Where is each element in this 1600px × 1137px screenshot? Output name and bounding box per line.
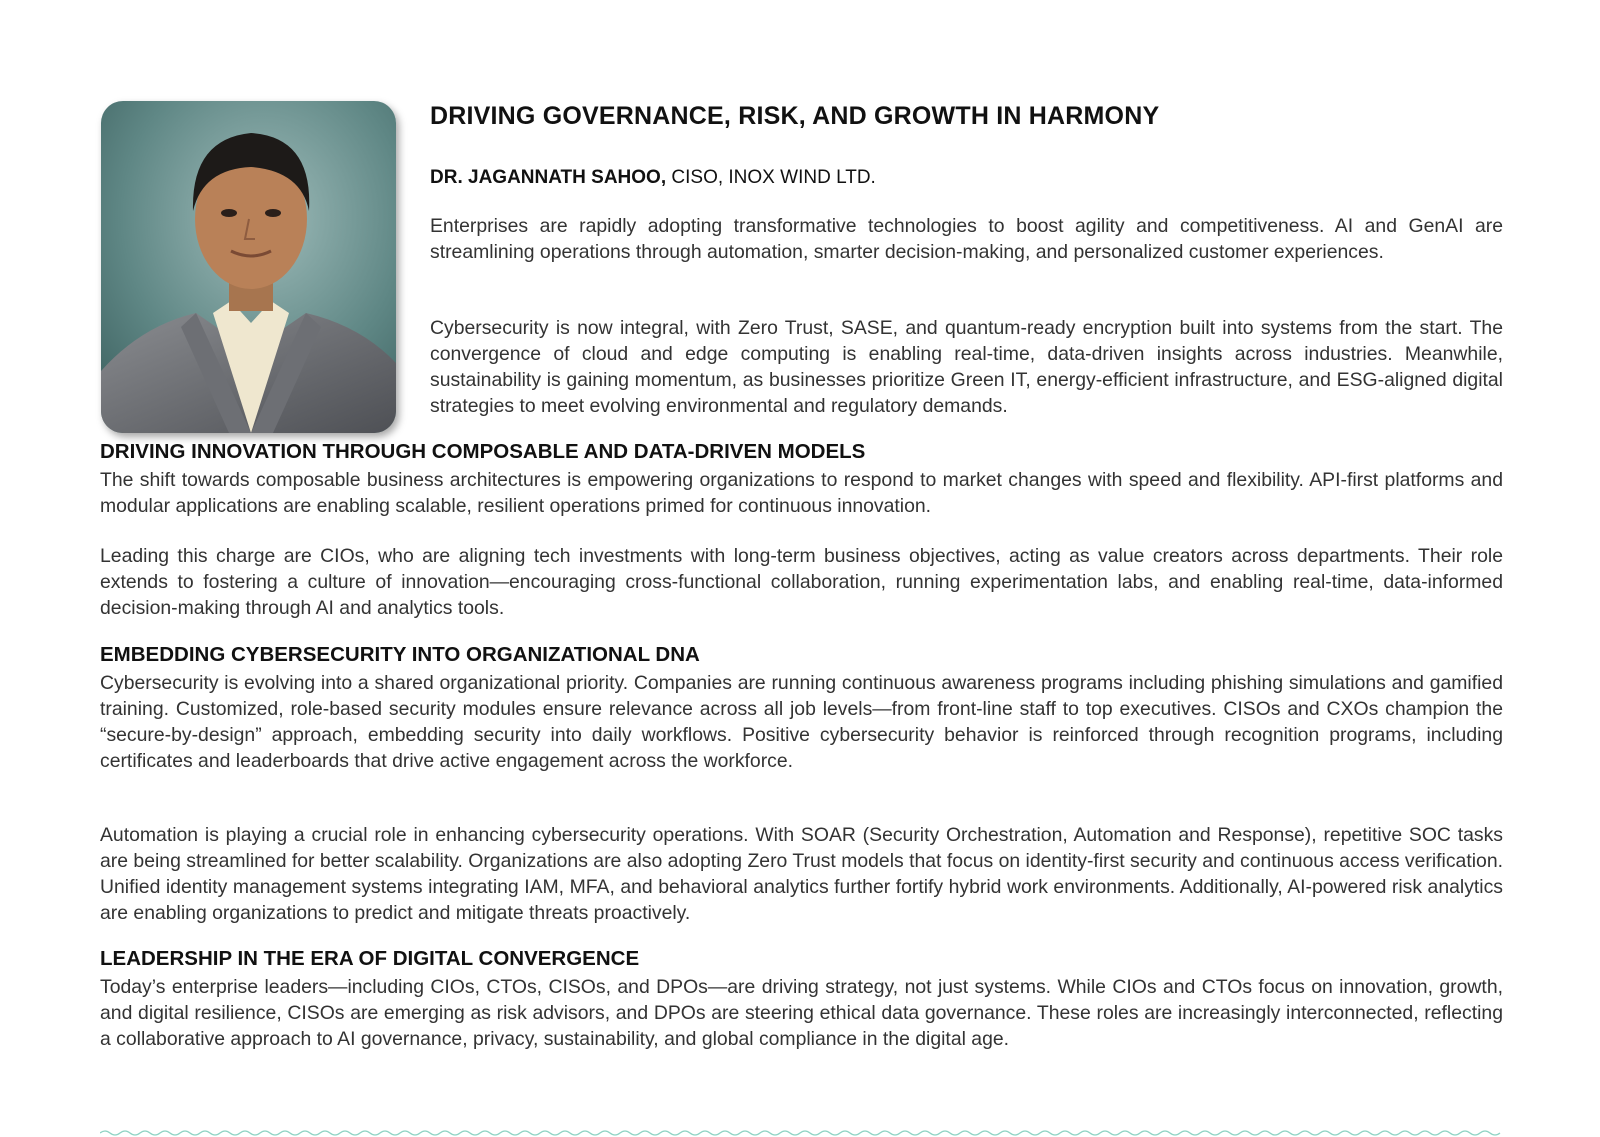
author-portrait	[101, 101, 396, 433]
article-title: DRIVING GOVERNANCE, RISK, AND GROWTH IN HARMONY	[430, 102, 1160, 130]
section-heading: LEADERSHIP IN THE ERA OF DIGITAL CONVERGENCE	[100, 947, 640, 970]
author-role: CISO, INOX WIND LTD.	[671, 167, 876, 188]
body-paragraph: Leading this charge are CIOs, who are aligning tech investments with long-term business objectives, acting as value creators across departments. Their role extends to fostering a culture of innovation—encouraging cross-functional collaboration, running experimentation labs, and enabling real-time, data-informed decision-making through AI and analytics tools.	[100, 545, 1503, 619]
section-heading: EMBEDDING CYBERSECURITY INTO ORGANIZATIONAL DNA	[100, 643, 700, 666]
body-paragraph: Cybersecurity is evolving into a shared organizational priority. Companies are running continuous awareness programs including phishing simulations and gamified training. Customized, role-based security modules ensure relevance across all job levels—from front-line staff to top executives. CISOs and CXOs champion the “secure-by-design” approach, embedding security into daily workflows. Positive cybersecurity behavior is reinforced through recognition programs, including certificates and leaderboards that drive active engagement across the workforce.	[100, 672, 1503, 772]
section-heading: DRIVING INNOVATION THROUGH COMPOSABLE AND DATA-DRIVEN MODELS	[100, 440, 866, 463]
author-byline	[430, 167, 876, 189]
body-paragraph: The shift towards composable business architectures is empowering organizations to respond to market changes with speed and flexibility. API-first platforms and modular applications are enabling scalable, resilient operations primed for continuous innovation.	[100, 469, 1503, 517]
intro-paragraph: Cybersecurity is now integral, with Zero Trust, SASE, and quantum-ready encryption built into systems from the start. The convergence of cloud and edge computing is enabling real-time, data-driven insights across industries. Meanwhile, sustainability is gaining momentum, as businesses prioritize Green IT, energy-efficient infrastructure, and ESG-aligned digital strategies to meet evolving environmental and regulatory demands.	[430, 317, 1503, 417]
intro-paragraph: Enterprises are rapidly adopting transformative technologies to boost agility and competitiveness. AI and GenAI are streamlining operations through automation, smarter decision-making, and personalized customer experiences.	[430, 215, 1503, 263]
body-paragraph: Today’s enterprise leaders—including CIOs, CTOs, CISOs, and DPOs—are driving strategy, not just systems. While CIOs and CTOs focus on innovation, growth, and digital resilience, CISOs are emerging as risk advisors, and DPOs are steering ethical data governance. These roles are increasingly interconnected, reflecting a collaborative approach to AI governance, privacy, sustainability, and global compliance in the digital age.	[100, 976, 1503, 1050]
author-name: DR. JAGANNATH SAHOO,	[430, 167, 667, 188]
author-portrait-illustration	[101, 101, 396, 433]
body-paragraph: Automation is playing a crucial role in enhancing cybersecurity operations. With SOAR (Security Orchestration, Automation and Response), repetitive SOC tasks are being streamlined for better scalability. Organizations are also adopting Zero Trust models that focus on identity-first security and continuous access verification. Unified identity management systems integrating IAM, MFA, and behavioral analytics further fortify hybrid work environments. Additionally, AI-powered risk analytics are enabling organizations to predict and mitigate threats proactively.	[100, 824, 1503, 924]
decorative-wave-divider	[100, 1129, 1503, 1137]
